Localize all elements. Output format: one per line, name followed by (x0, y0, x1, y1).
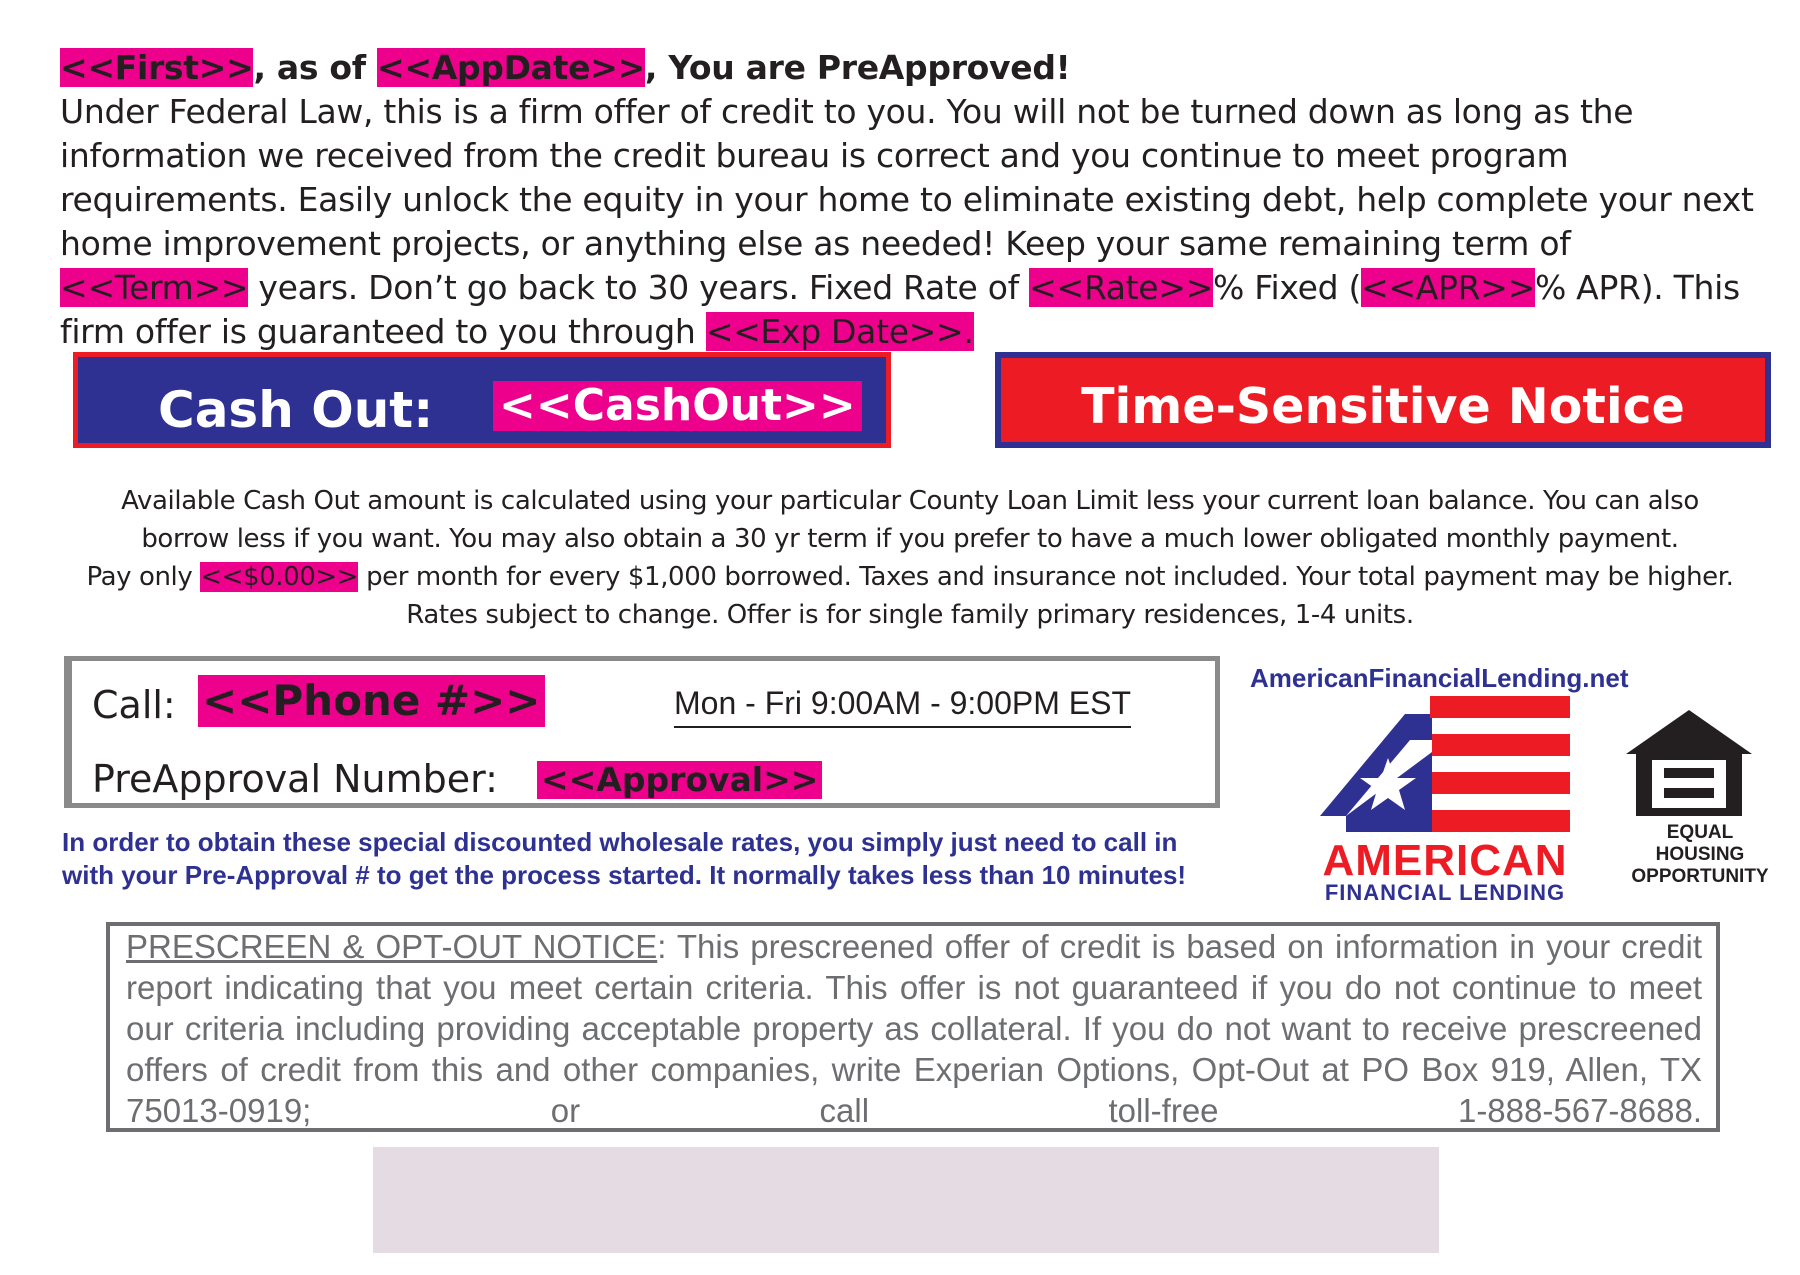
intro-paragraph (60, 46, 1760, 354)
cash-out-label: Cash Out: (158, 381, 434, 439)
first-name-placeholder: <<First>> (60, 48, 254, 87)
preapproval-number-label: PreApproval Number: (92, 757, 498, 801)
details-line-1: Available Cash Out amount is calculated using your particular County Loan Limit less your current loan balance. You can also (121, 486, 1699, 516)
intro-body-4: % APR). This firm offer is guaranteed to you through (60, 268, 1740, 351)
preapproved-text: , You are PreApproved! (644, 48, 1071, 87)
apr-placeholder: <<APR>> (1361, 268, 1535, 307)
prescreen-notice-box (106, 922, 1720, 1132)
business-hours: Mon - Fri 9:00AM - 9:00PM EST (674, 685, 1131, 728)
cash-out-box (73, 352, 891, 448)
time-sensitive-notice-label: Time-Sensitive Notice (1081, 378, 1685, 435)
details-line-4: Rates subject to change. Offer is for single family primary residences, 1-4 units. (406, 600, 1414, 630)
payment-amount-placeholder: <<$0.00>> (200, 562, 359, 592)
brand-subtitle: FINANCIAL LENDING (1324, 880, 1566, 905)
logo-stripe-1 (1430, 696, 1570, 718)
brand-name: AMERICAN (1322, 836, 1568, 885)
prescreen-notice-body: : This prescreened offer of credit is based on information in your credit report indicating that you meet certain criteria. This offer is not guaranteed if you do not continue to meet our criteria including providing acceptable property as collateral. If you do not want to receive prescreened offers of credit from this and other companies, write Experian Options, Opt-Out at PO Box 919, Allen, TX 75013-0919; or call toll-free 1-888-567-8688. (126, 928, 1702, 1129)
cash-out-placeholder: <<CashOut>> (493, 381, 862, 431)
equal-housing-text (1620, 822, 1780, 888)
prescreen-notice-heading: PRESCREEN & OPT-OUT NOTICE (126, 928, 658, 965)
logo-stripe-2 (1432, 734, 1570, 756)
app-date-placeholder: <<AppDate>> (377, 48, 645, 87)
exp-date-placeholder: <<Exp Date>>. (705, 312, 974, 351)
address-area (373, 1147, 1439, 1253)
special-rates-note (62, 826, 1292, 892)
intro-body-2: years. Don’t go back to 30 years. Fixed Rate of (248, 268, 1030, 307)
logo-stripe-3 (1432, 772, 1570, 794)
call-box (64, 656, 1220, 808)
logo-stripe-4 (1432, 810, 1570, 832)
prescreen-notice-text (126, 926, 1702, 1131)
intro-body-3: % Fixed ( (1213, 268, 1362, 307)
special-line-1: In order to obtain these special discounted wholesale rates, you simply just need to call in (62, 827, 1178, 857)
special-line-2: with your Pre-Approval # to get the process started. It normally takes less than 10 minutes! (62, 860, 1187, 890)
equal-housing-line-1: EQUAL HOUSING (1655, 822, 1745, 865)
pay-prefix: Pay only (86, 562, 201, 592)
equal-housing-line-2: OPPORTUNITY (1631, 866, 1769, 887)
cash-out-details (60, 482, 1760, 634)
as-of-text: , as of (253, 48, 377, 87)
rate-placeholder: <<Rate>> (1029, 268, 1213, 307)
details-line-3 (60, 558, 1760, 596)
call-label: Call: (92, 683, 176, 727)
approval-placeholder: <<Approval>> (537, 761, 822, 799)
pay-suffix: per month for every $1,000 borrowed. Taxes and insurance not included. Your total payment may be higher. (358, 562, 1734, 592)
equal-housing-icon (1624, 706, 1754, 818)
time-sensitive-notice-box (995, 352, 1771, 448)
intro-body-1: Under Federal Law, this is a firm offer of credit to you. You will not be turned down as long as the information we received from the credit bureau is correct and you continue to meet program requirements. Easily unlock the equity in your home to eliminate existing debt, help complete your next home improvement projects, or anything else as needed! Keep your same remaining term of (60, 92, 1754, 263)
phone-placeholder: <<Phone #>> (198, 675, 545, 727)
details-line-2: borrow less if you want. You may also obtain a 30 yr term if you prefer to have a much lower obligated monthly payment. (141, 524, 1679, 554)
website-link[interactable]: AmericanFinancialLending.net (1250, 663, 1629, 693)
term-placeholder: <<Term>> (60, 268, 249, 307)
